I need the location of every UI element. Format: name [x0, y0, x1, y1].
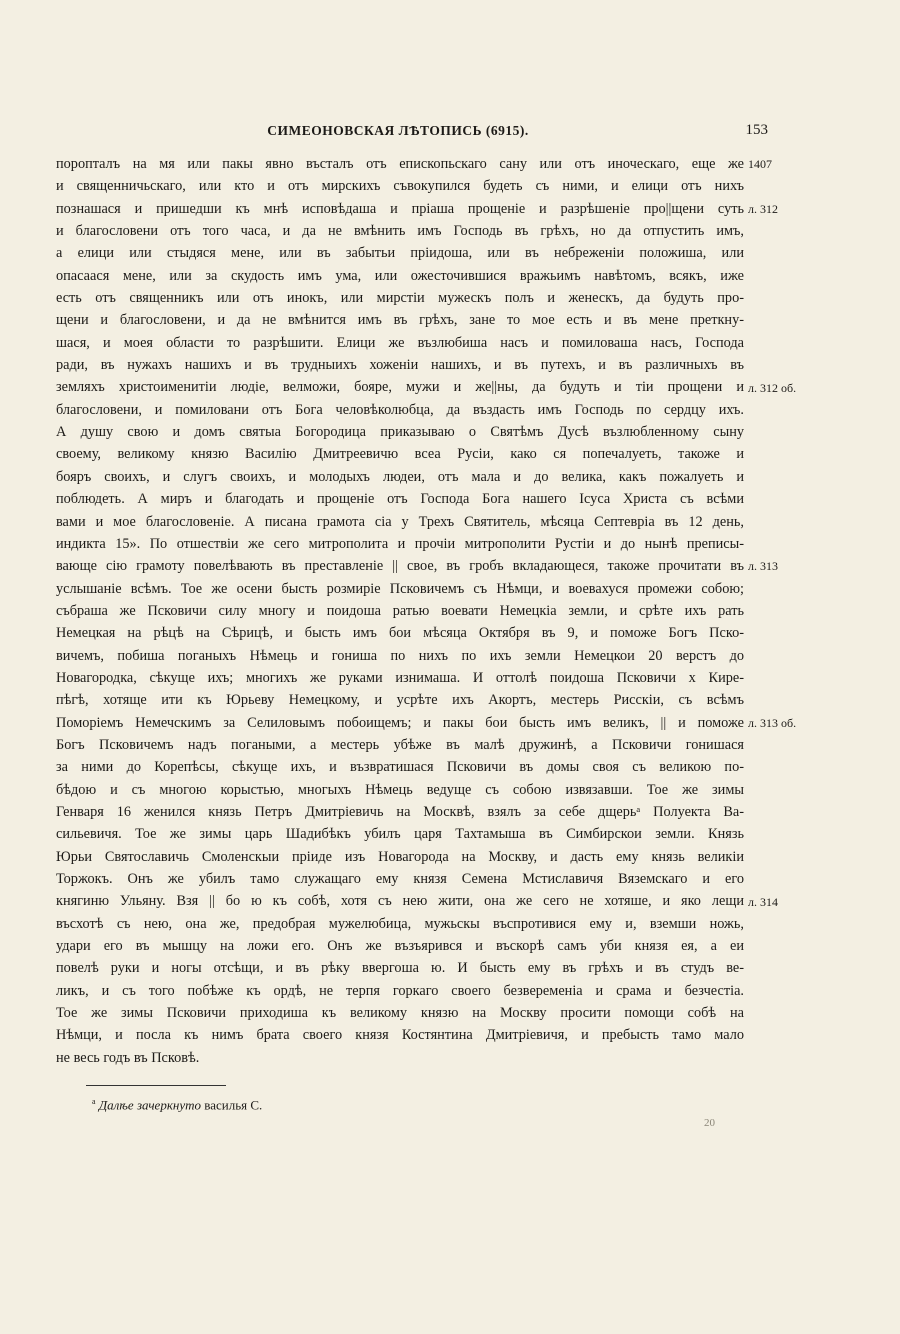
text-line: събраша же Псковичи силу многу и поидоша ратью воевати Немецкіа земли, и срѣте ихъ рать	[56, 602, 744, 619]
text-line: княгиню Ульяну. Взя || бо ю къ собѣ, хотя съ нею жити, она же сего не хотяше, и яко лещи	[56, 893, 744, 910]
text-line: Поморіемъ Немечскимъ за Селиловымъ побоищемъ; и пакы бои бысть имъ великъ, || и поможе	[56, 714, 744, 731]
text-line: вами и мое благословеніе. А писана грамота сіа у Трехъ Святитель, мѣсяца Септевріа въ 12 день,	[56, 513, 744, 530]
text-line: индикта 15». По отшествіи же сего митрополита и прочіи митрополити Рустіи и до нынѣ преписы-	[56, 535, 744, 552]
text-line: благословени, и помиловани отъ Бога человѣколюбца, да въздасть имъ Господь по сердцу ихъ.	[56, 401, 744, 418]
footnote	[92, 1097, 262, 1113]
text-line: щени и благословени, и да не вмѣнится имъ въ грѣхъ, зане то мое есть и въ мене преткну-	[56, 312, 744, 329]
page-number: 153	[745, 122, 768, 138]
text-line: сильевичя. Тое же зимы царь Шадибѣкъ убилъ царя Тахтамыша въ Симбирскои земли. Князь	[56, 826, 744, 843]
text-line: бѣдою и съ многою корыстью, многыхъ Нѣмець ведуще съ собою извязавши. Тое же зимы	[56, 781, 744, 798]
text-line: ликъ, и съ того побѣже къ ордѣ, не терпя горкаго своего безвеременіа и срама и безчестіа.	[56, 982, 744, 999]
footnote-divider	[86, 1085, 226, 1086]
text-line: Богъ Псковичемъ надъ погаными, а местерь убѣже въ малѣ дружинѣ, а Псковичи гонишася	[56, 736, 744, 753]
text-line: за ними до Корепѣсы, сѣкуще ихъ, и възвратишася Псковичи въ домы своя съ великою по-	[56, 759, 744, 776]
body-text	[56, 153, 744, 1069]
page-mark: 20	[704, 1117, 715, 1129]
text-line: вающе сію грамоту повелѣвають въ преставленіе || свое, въ гробъ вкладающеся, такоже прочитати въ	[56, 558, 744, 575]
margin-note: 1407	[748, 157, 772, 171]
text-line: Торжокъ. Онъ же убилъ тамо служащаго ему князя Семена Мстиславичя Вяземскаго и его	[56, 871, 744, 887]
margin-note: л. 313	[748, 559, 778, 574]
text-line: услышаніе всѣмъ. Тое же осени бысть розмиріе Псковичемъ съ Нѣмци, и воевахуся промежи собою;	[56, 580, 744, 597]
text-line: въсхотѣ съ нею, она же, предобрая мужелюбица, мужьскы въспротивися ему и, вземши ножь,	[56, 915, 744, 932]
text-line: земляхъ христоименитіи людіе, велможи, бояре, мужи и же||ны, да будуть и тіи прощени и	[56, 379, 744, 396]
text-line: и священничьскаго, или кто и отъ мирскихъ съвокупился будеть съ ними, и елици отъ нихъ	[56, 178, 744, 195]
footnote-note-text: василья С.	[204, 1097, 263, 1113]
text-line: вичемъ, побиша поганыхъ Нѣмець и гониша по нихъ по ихъ земли Немецкои 20 верстъ до	[56, 647, 744, 664]
text-line: ради, въ нужахъ нашихъ и въ трудныихъ хоженіи нашихъ, и въ путехъ, и въ различныхъ въ	[56, 357, 744, 374]
text-line: не весь годъ въ Псковѣ.	[56, 1049, 200, 1066]
text-line: удари его въ мышцу на ложи его. Онъ же възъярився и въскорѣ самъ уби князя ея, а еи	[56, 938, 744, 955]
running-title: СИМЕОНОВСКАЯ ЛѢТОПИСЬ (6915).	[267, 123, 529, 138]
text-line: бояръ своихъ, и слугъ своихъ, и молодыхъ людеи, отъ мала и до велика, какъ пожалуеть и	[56, 468, 744, 485]
text-line: поблюдеть. А миръ и благодать и прощеніе отъ Господа Бога нашего Ісуса Христа съ всѣми	[56, 491, 744, 508]
text-line: своему, великому князю Василію Дмитреевичю всеа Русіи, како ся попечалуеть, такоже и	[56, 446, 744, 463]
margin-note: л. 312 об.	[748, 380, 797, 395]
footnote-marker: а	[92, 1097, 96, 1106]
margin-note: л. 313 об.	[748, 715, 797, 730]
text-line: повелѣ руки и ногы отсѣщи, и въ рѣку ввергоша ю. И бысть ему въ грѣхъ и въ студъ ве-	[56, 960, 744, 977]
text-line: Тое же зимы Псковичи приходиша къ великому князю на Москву просити помощи собѣ на	[56, 1005, 744, 1022]
text-line: а елици или стыдяся мене, или въ забытьи пріидоша, или въ небреженіи положиша, или	[56, 245, 744, 262]
text-line: Нѣмци, и посла къ нимъ брата своего князя Костянтина Дмитріевичя, и пребысть тамо мало	[56, 1027, 744, 1044]
margin-note: л. 312	[748, 201, 778, 216]
text-line: Немецкая на рѣцѣ на Сѣрицѣ, и бысть имъ бои мѣсяца Октября въ 9, и поможе Богъ Пско-	[56, 625, 744, 642]
footnote-note-italic: Далѣе зачеркнуто	[98, 1097, 202, 1113]
text-line: шася, и моея области то разрѣшити. Елици же възлюбиша насъ и помиловаша насъ, Господа	[56, 334, 744, 351]
text-line: Юрьи Святославичь Смоленскыи пріиде изъ Новагорода на Москву, и дасть ему князь великіи	[56, 848, 744, 865]
text-line: опасаася мене, или за скудость имъ ума, или ожесточившися вражьимъ навѣтомъ, всякъ, иже	[56, 267, 744, 284]
text-line: пѣгѣ, хотяще ити къ Юрьеву Немецкому, и усрѣте ихъ Акортъ, местерь Рисскіи, съ всѣмъ	[56, 692, 744, 709]
text-line: и благословени отъ того часа, и да не вмѣнить имъ Господь въ грѣхъ, но да отпустить имъ,	[56, 223, 744, 240]
margin-note: л. 314	[748, 894, 778, 909]
text-line: есть отъ священникъ или отъ инокъ, или мирстіи мужескъ полъ и женескъ, да будуть про-	[56, 290, 744, 307]
text-line: поропталъ на мя или пакы явно въсталъ отъ епископьскаго сану или отъ иноческаго, еще же	[56, 156, 744, 172]
text-line: Новагородка, сѣкуще ихъ; многихъ же руками изнимаша. И оттолѣ поидоша Псковичи х Кире-	[56, 669, 744, 686]
text-line: познашася и пришедши къ мнѣ исповѣдаша и пріаша прощеніе и разрѣшеніе про||щени суть	[56, 200, 744, 217]
text-line: А душу свою и домъ святыа Богородица приказываю о Святѣмъ Дусѣ възлюбленному сыну	[56, 424, 744, 441]
text-line: Генваря 16 женился князь Петръ Дмитріевичь на Москвѣ, взялъ за себе дщерьᵃ Полуекта Ва-	[56, 803, 744, 820]
